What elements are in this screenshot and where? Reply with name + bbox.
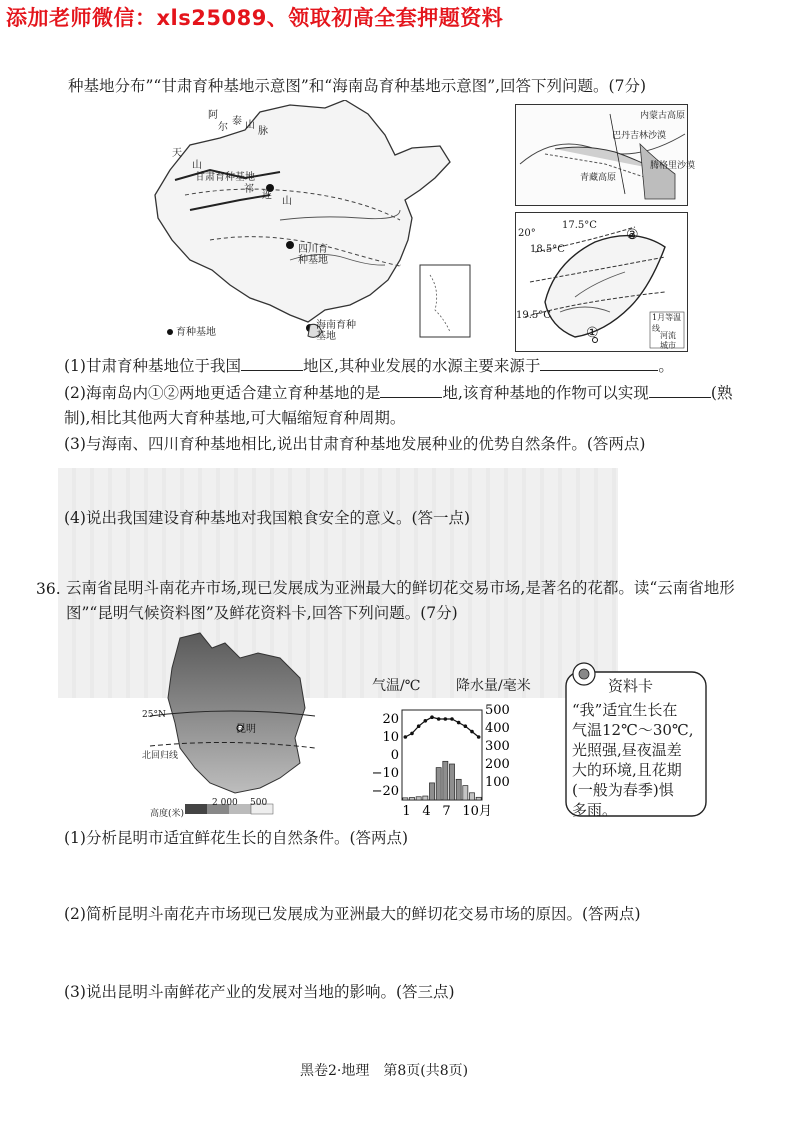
label-kunming: 昆明	[236, 724, 256, 735]
china-breeding-map	[150, 100, 475, 345]
sichuan-base-marker	[286, 241, 294, 249]
x-tick: 4	[422, 804, 431, 816]
q35-1-blank-1[interactable]	[241, 356, 303, 371]
info-card-title: 资料卡	[608, 677, 654, 695]
y-left-tick: −20	[371, 784, 399, 799]
q35-1-blank-2[interactable]	[540, 356, 658, 371]
q35-2-blank-2[interactable]	[649, 383, 711, 398]
label-elev-title: 高度(米)	[150, 809, 185, 819]
temp-line	[405, 717, 478, 737]
precip-bar	[456, 779, 461, 800]
label-tenggeli: 腾格里沙漠	[650, 161, 696, 171]
q35-2-cont: 制),相比其他两大育种基地,可大幅缩短育种周期。	[64, 409, 406, 427]
q35-3: (3)与海南、四川育种基地相比,说出甘肃育种基地发展种业的优势自然条件。(答两点)	[64, 435, 646, 453]
q36-number: 36.	[36, 580, 61, 598]
y-left-tick: −10	[371, 766, 399, 781]
info-card-line: 气温12℃～30℃,	[572, 721, 694, 739]
q35-2-part-b: 地,该育种基地的作物可以实现	[442, 384, 649, 402]
q35-2-part-a: (2)海南岛内①②两地更适合建立育种基地的是	[64, 384, 381, 402]
label-city: 城市	[660, 341, 676, 350]
precip-bar	[476, 797, 481, 800]
q36-1: (1)分析昆明市适宜鲜花生长的自然条件。(答两点)	[64, 829, 409, 847]
temp-point	[444, 717, 448, 721]
temp-point	[477, 735, 481, 739]
y-right-tick: 300	[485, 739, 510, 754]
precip-bar	[463, 786, 468, 800]
precip-bar	[469, 793, 474, 800]
label-shan-2: 山	[282, 196, 292, 207]
chart-frame	[402, 710, 482, 800]
label-aertai-2: 尔	[218, 122, 228, 133]
q35-2-part-c: (熟	[710, 384, 733, 402]
label-aertai-4: 山	[245, 120, 255, 131]
label-qingzang: 青藏高原	[580, 173, 617, 183]
y-left-tick: 0	[390, 748, 399, 763]
label-t185: 18.5°C	[530, 244, 565, 255]
label-lat25: 25°N	[142, 710, 166, 720]
info-card-line: 多雨。	[572, 801, 618, 819]
y-right-tick: 500	[485, 703, 510, 718]
q35-1-part-c: 。	[658, 357, 674, 375]
kunming-climate-chart	[370, 676, 550, 816]
temp-point	[410, 732, 414, 736]
chart-ylabel-right: 降水量/毫米	[456, 678, 531, 694]
label-elev-2000: 2 000	[212, 798, 238, 808]
label-shan-1: 山	[192, 160, 202, 171]
temp-point	[404, 735, 408, 739]
q35-1-part-a: (1)甘肃育种基地位于我国	[64, 357, 241, 375]
y-right-tick: 200	[485, 757, 510, 772]
q35-2-blank-1[interactable]	[380, 383, 442, 398]
q35-4: (4)说出我国建设育种基地对我国粮食安全的意义。(答一点)	[64, 509, 471, 527]
label-tropic: 北回归线	[142, 751, 179, 761]
flower-icon	[579, 669, 589, 679]
info-card-line: “我”适宜生长在	[572, 701, 678, 719]
chart-ylabel-left: 气温/℃	[372, 678, 421, 694]
temp-point	[424, 719, 428, 723]
label-tian: 天	[172, 148, 182, 159]
label-point-1: ①	[586, 325, 599, 341]
q35-1	[64, 356, 674, 376]
info-card-body	[572, 700, 694, 820]
label-neimeng: 内蒙古高原	[640, 111, 686, 121]
q36-2: (2)简析昆明斗南花卉市场现已发展成为亚洲最大的鲜切花交易市场的原因。(答两点)	[64, 905, 641, 923]
label-mai: 脉	[258, 126, 268, 137]
y-left-tick: 20	[382, 712, 399, 727]
info-card-line: 光照强,昼夜温差	[572, 741, 682, 759]
label-aertai-3: 泰	[232, 116, 242, 127]
q35-2	[64, 383, 732, 403]
temp-point	[430, 715, 434, 719]
info-card-line: 大的环境,且花期	[572, 761, 682, 779]
label-t175: 17.5°C	[562, 220, 597, 231]
label-isotherm: 1月等温线	[652, 313, 682, 333]
y-right-tick: 400	[485, 721, 510, 736]
label-aertai-1: 阿	[208, 110, 218, 121]
yunnan-terrain-map	[140, 628, 330, 826]
q36-3: (3)说出昆明斗南鲜花产业的发展对当地的影响。(答三点)	[64, 983, 455, 1001]
label-point-2: ②	[626, 227, 639, 243]
label-gansu-base: 甘肃育种基地	[195, 172, 255, 183]
precip-bar	[436, 768, 441, 800]
q35-intro: 种基地分布”“甘肃育种基地示意图”和“海南岛育种基地示意图”,回答下列问题。(7分)	[68, 77, 647, 95]
label-sichuan-base: 四川育种基地	[298, 244, 328, 266]
precip-bar	[449, 764, 454, 800]
q35-1-part-b: 地区,其种业发展的水源主要来源于	[302, 357, 541, 375]
label-hainan-base: 海南育种基地	[316, 320, 356, 342]
label-t195: 19.5°C	[516, 310, 551, 321]
y-left-tick: 10	[382, 730, 399, 745]
promo-banner: 添加老师微信：xls25089、领取初高全套押题资料	[6, 6, 504, 30]
y-right-tick: 100	[485, 775, 510, 790]
label-elev-500: 500	[250, 798, 268, 808]
precip-bar	[423, 796, 428, 800]
temp-point	[437, 717, 441, 721]
label-t20: 20°	[518, 228, 536, 239]
page-footer: 黑卷2·地理 第8页(共8页)	[300, 1063, 469, 1079]
info-card-line: (一般为春季)惧	[572, 781, 674, 799]
q36-intro-2: 图”“昆明气候资料图”及鲜花资料卡,回答下列问题。(7分)	[66, 604, 458, 622]
temp-point	[470, 730, 474, 734]
precip-bar	[429, 783, 434, 800]
temp-point	[450, 717, 454, 721]
temp-point	[464, 724, 468, 728]
label-qi: 祁	[244, 184, 254, 195]
x-tick: 10月	[462, 804, 492, 816]
label-badan: 巴丹吉林沙漠	[612, 131, 667, 141]
temp-point	[417, 724, 421, 728]
label-lian: 连	[262, 190, 272, 201]
precip-bar	[403, 798, 408, 800]
label-legend-base: 育种基地	[176, 327, 216, 338]
precip-bar	[416, 797, 421, 800]
temp-point	[457, 721, 461, 725]
x-tick: 1	[402, 804, 411, 816]
precip-bar	[409, 797, 414, 800]
q36-intro-1: 云南省昆明斗南花卉市场,现已发展成为亚洲最大的鲜切花交易市场,是著名的花都。读“云南省地形	[66, 579, 735, 597]
x-tick: 7	[442, 804, 451, 816]
label-river: 河流	[660, 331, 676, 340]
precip-bar	[443, 761, 448, 800]
